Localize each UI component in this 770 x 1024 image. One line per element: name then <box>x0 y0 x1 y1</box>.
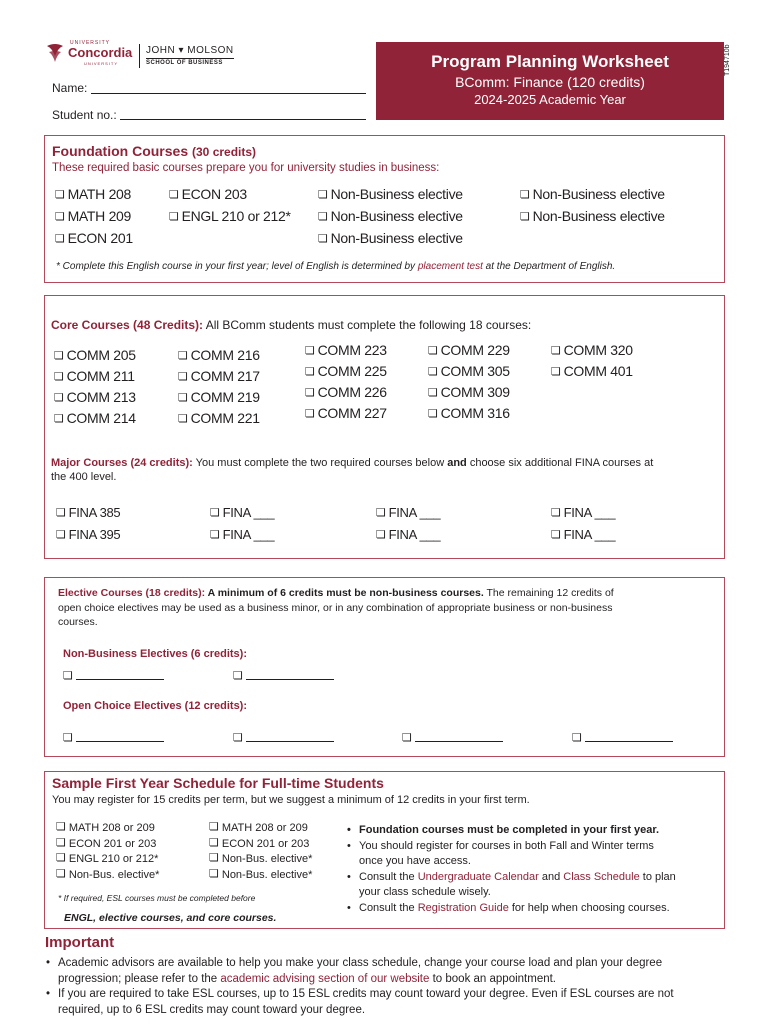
nonbus-heading: Non-Business Electives (6 credits): <box>63 648 248 660</box>
foundation-heading: Foundation Courses (30 credits) <box>52 143 257 159</box>
open-blank-1[interactable] <box>63 730 164 745</box>
course-checkbox[interactable]: ❏ COMM 225 <box>305 363 387 379</box>
course-checkbox[interactable]: ❏ COMM 221 <box>178 410 260 426</box>
undergraduate-calendar-link[interactable]: Undergraduate Calendar <box>417 870 539 883</box>
academic-advising-link[interactable]: academic advising section of our website <box>220 972 430 985</box>
course-checkbox[interactable]: ❏ COMM 401 <box>551 363 633 379</box>
course-checkbox[interactable]: ❏ COMM 316 <box>428 405 510 421</box>
course-checkbox[interactable]: ❏ FINA 395 <box>56 527 120 542</box>
open-blank-4[interactable] <box>572 730 673 745</box>
course-checkbox[interactable]: ❏ Non-Business elective <box>520 208 665 224</box>
name-field[interactable] <box>91 93 366 94</box>
bullet-3: • Consult the Undergraduate Calendar and Class Schedule to plan your class schedule wisely. <box>359 870 714 901</box>
important-item-1: • Academic advisors are available to help you make your class schedule, change your course load and plan your degree progression; please refer to the academic advising section of our website to book an appointment. <box>58 956 728 987</box>
course-checkbox[interactable]: ❏ COMM 226 <box>305 384 387 400</box>
course-checkbox[interactable]: ❏ Non-Business elective <box>318 230 463 246</box>
fina-blank-checkbox[interactable]: ❏ FINA ___ <box>551 505 615 520</box>
bullet-1: • Foundation courses must be completed in your first year. <box>359 823 714 839</box>
course-checkbox[interactable]: ❏ COMM 214 <box>54 410 136 426</box>
sample-col2 <box>209 821 312 883</box>
side-code: T194710b <box>724 44 731 76</box>
important-item-2: • If you are required to take ESL courses, up to 15 ESL credits may count toward your degree. Even if ESL courses are not required, up to 6 ESL credits may count toward your degree. <box>58 987 728 1018</box>
sample-course[interactable]: ❏ ENGL 210 or 212* <box>56 852 159 868</box>
nonbus-blank-2[interactable] <box>233 668 334 683</box>
course-checkbox[interactable]: ❏ COMM 227 <box>305 405 387 421</box>
elective-intro: Elective Courses (18 credits): A minimum of 6 credits must be non-business courses. The remaining 12 credits of open choice electives may be used as a business minor, or in any combination of appropriate business or non-business courses. <box>58 587 614 628</box>
concordia-logo <box>44 40 134 68</box>
course-checkbox[interactable]: ❏ ECON 201 <box>55 230 133 246</box>
sample-course[interactable]: ❏ ECON 201 or 203 <box>56 837 159 853</box>
open-blank-2[interactable] <box>233 730 334 745</box>
fina-blank-checkbox[interactable]: ❏ FINA ___ <box>210 527 274 542</box>
course-checkbox[interactable]: ❏ Non-Business elective <box>520 186 665 202</box>
univ-small-bottom: UNIVERSITY <box>84 61 119 66</box>
course-checkbox[interactable]: ❏ Non-Business elective <box>318 186 463 202</box>
course-checkbox[interactable]: ❏ FINA 385 <box>56 505 120 520</box>
sample-bullets <box>359 823 714 916</box>
sample-course[interactable]: ❏ MATH 208 or 209 <box>209 821 312 837</box>
class-schedule-link[interactable]: Class Schedule <box>563 870 640 883</box>
sample-course[interactable]: ❏ Non-Bus. elective* <box>56 868 159 884</box>
fina-blank-checkbox[interactable]: ❏ FINA ___ <box>551 527 615 542</box>
logo-divider <box>139 44 140 68</box>
name-label: Name: <box>52 81 88 95</box>
page-subtitle: BComm: Finance (120 credits) <box>455 74 645 90</box>
course-checkbox[interactable]: ❏ MATH 209 <box>55 208 131 224</box>
univ-small-top: UNIVERSITY <box>70 40 111 46</box>
foundation-intro: These required basic courses prepare you for university studies in business: <box>52 162 440 174</box>
course-checkbox[interactable]: ❏ COMM 229 <box>428 342 510 358</box>
sample-heading: Sample First Year Schedule for Full-time Students <box>52 775 384 791</box>
course-checkbox[interactable]: ❏ COMM 213 <box>54 389 136 405</box>
course-checkbox[interactable]: ❏ COMM 219 <box>178 389 260 405</box>
course-checkbox[interactable]: ❏ ECON 203 <box>169 186 247 202</box>
sample-col1 <box>56 821 159 883</box>
open-blank-3[interactable] <box>402 730 503 745</box>
course-checkbox[interactable]: ❏ Non-Business elective <box>318 208 463 224</box>
open-heading: Open Choice Electives (12 credits): <box>63 700 248 712</box>
registration-guide-link[interactable]: Registration Guide <box>417 901 509 914</box>
course-checkbox[interactable]: ❏ ENGL 210 or 212* <box>169 208 291 224</box>
student-no-label: Student no.: <box>52 108 117 122</box>
sample-course[interactable]: ❏ MATH 208 or 209 <box>56 821 159 837</box>
course-checkbox[interactable]: ❏ COMM 309 <box>428 384 510 400</box>
nonbus-blank-1[interactable] <box>63 668 164 683</box>
core-heading: Core Courses (48 Credits): All BComm students must complete the following 18 courses: <box>51 318 532 332</box>
sample-note-2: ENGL, elective courses, and core courses. <box>64 912 277 924</box>
course-checkbox[interactable]: ❏ COMM 305 <box>428 363 510 379</box>
fina-blank-checkbox[interactable]: ❏ FINA ___ <box>210 505 274 520</box>
sample-intro: You may register for 15 credits per term, but we suggest a minimum of 12 credits in your first term. <box>52 794 530 806</box>
course-checkbox[interactable]: ❏ MATH 208 <box>55 186 131 202</box>
course-checkbox[interactable]: ❏ COMM 320 <box>551 342 633 358</box>
school-top: JOHN ▾ MOLSON <box>146 45 234 56</box>
bullet-2: • You should register for courses in both Fall and Winter terms once you have access. <box>359 839 714 870</box>
concordia-emblem-icon <box>44 42 66 64</box>
course-checkbox[interactable]: ❏ COMM 217 <box>178 368 260 384</box>
jmsb-logo <box>146 45 234 66</box>
course-checkbox[interactable]: ❏ COMM 205 <box>54 347 136 363</box>
sample-course[interactable]: ❏ Non-Bus. elective* <box>209 852 312 868</box>
title-banner <box>376 42 724 120</box>
course-checkbox[interactable]: ❏ COMM 223 <box>305 342 387 358</box>
placement-test-link[interactable]: placement test <box>417 261 483 272</box>
page-title: Program Planning Worksheet <box>431 52 669 71</box>
fina-blank-checkbox[interactable]: ❏ FINA ___ <box>376 527 440 542</box>
univ-name: Concordia <box>68 45 133 60</box>
school-bottom: SCHOOL OF BUSINESS <box>146 58 234 66</box>
major-heading: Major Courses (24 credits): You must complete the two required courses below and choose six additional FINA courses at the 400 level. <box>51 457 654 483</box>
course-checkbox[interactable]: ❏ COMM 216 <box>178 347 260 363</box>
student-no-field[interactable] <box>120 119 366 120</box>
sample-note: * If required, ESL courses must be completed before <box>58 893 256 903</box>
bullet-4: • Consult the Registration Guide for help when choosing courses. <box>359 901 714 917</box>
important-heading: Important <box>45 934 115 951</box>
sample-course[interactable]: ❏ Non-Bus. elective* <box>209 868 312 884</box>
academic-year: 2024-2025 Academic Year <box>474 92 626 107</box>
sample-course[interactable]: ❏ ECON 201 or 203 <box>209 837 312 853</box>
course-checkbox[interactable]: ❏ COMM 211 <box>54 368 135 384</box>
fina-blank-checkbox[interactable]: ❏ FINA ___ <box>376 505 440 520</box>
important-list <box>58 956 728 1018</box>
foundation-note: * Complete this English course in your first year; level of English is determined by placement test at the Department of English. <box>56 261 616 272</box>
